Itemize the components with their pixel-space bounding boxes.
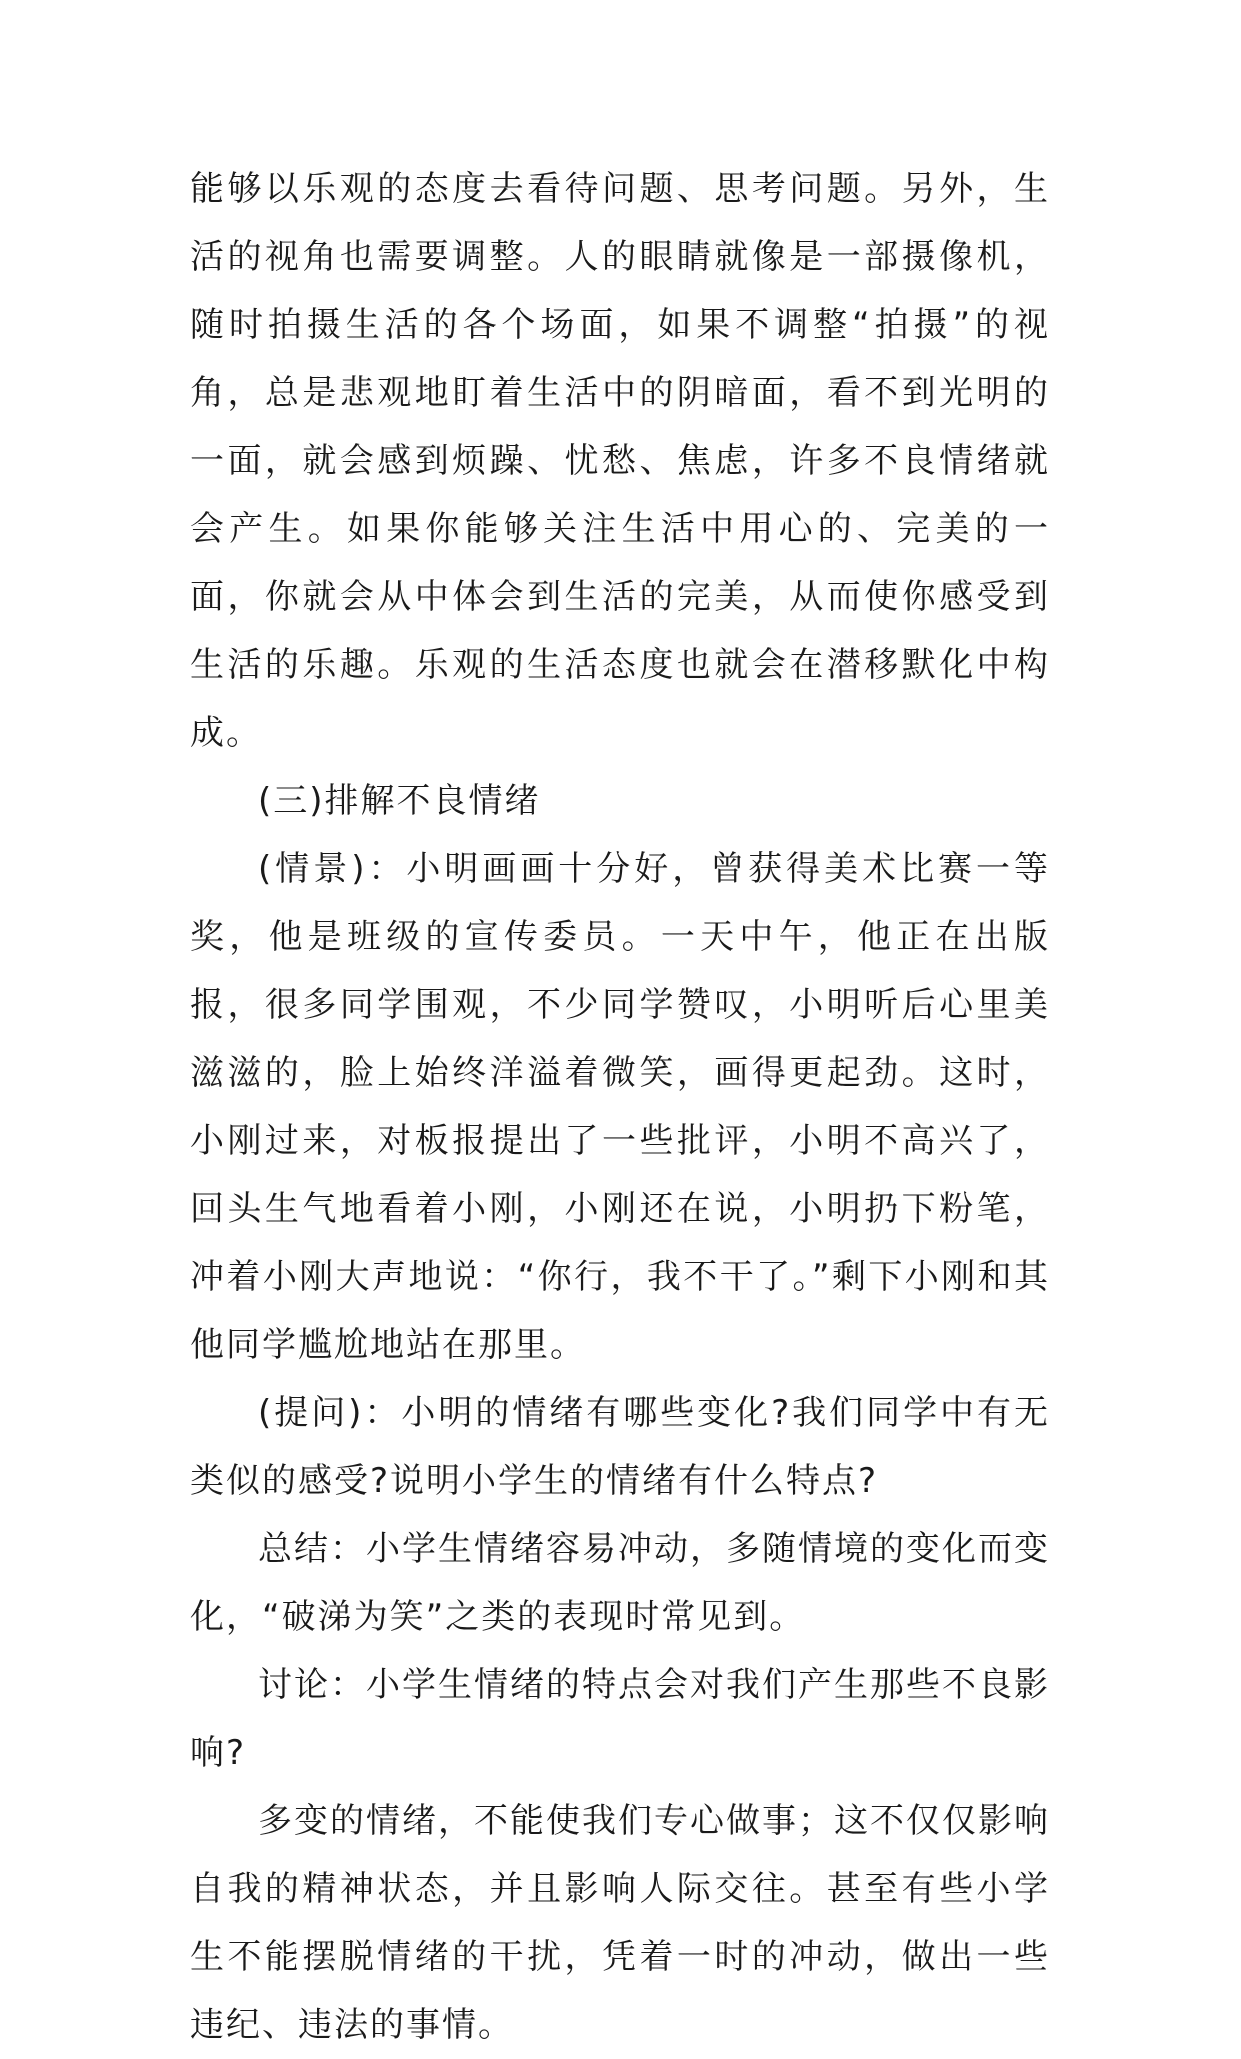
paragraph-discussion: 讨论：小学生情绪的特点会对我们产生那些不良影响? xyxy=(190,1665,1050,1773)
paragraph-question: (提问)：小明的情绪有哪些变化?我们同学中有无类似的感受?说明小学生的情绪有什么特点? xyxy=(190,1393,1050,1501)
paragraph-summary: 总结：小学生情绪容易冲动，多随情境的变化而变化，“破涕为笑”之类的表现时常见到。 xyxy=(190,1529,1050,1637)
paragraph-optimism: 能够以乐观的态度去看待问题、思考问题。另外，生活的视角也需要调整。人的眼睛就像是一部摄像机，随时拍摄生活的各个场面，如果不调整“拍摄”的视角，总是悲观地盯着生活中的阴暗面，看不到光明的一面，就会感到烦躁、忧愁、焦虑，许多不良情绪就会产生。如果你能够关注生活中用心的、完美的一面，你就会从中体会到生活的完美，从而使你感受到生活的乐趣。乐观的生活态度也就会在潜移默化中构成。 xyxy=(190,169,1050,753)
paragraph-effects: 多变的情绪，不能使我们专心做事；这不仅仅影响自我的精神状态，并且影响人际交往。甚至有些小学生不能摆脱情绪的干扰，凭着一时的冲动，做出一些违纪、违法的事情。 xyxy=(190,1801,1050,2045)
paragraph-scenario: (情景)：小明画画十分好，曾获得美术比赛一等奖，他是班级的宣传委员。一天中午，他正在出版报，很多同学围观，不少同学赞叹，小明听后心里美滋滋的，脸上始终洋溢着微笑，画得更起劲。这时，小刚过来，对板报提出了一些批评，小明不高兴了，回头生气地看着小刚，小刚还在说，小明扔下粉笔，冲着小刚大声地说：“你行，我不干了。”剩下小刚和其他同学尴尬地站在那里。 xyxy=(190,849,1050,1365)
document-page xyxy=(190,155,1050,2059)
section-heading: (三)排解不良情绪 xyxy=(258,781,541,821)
